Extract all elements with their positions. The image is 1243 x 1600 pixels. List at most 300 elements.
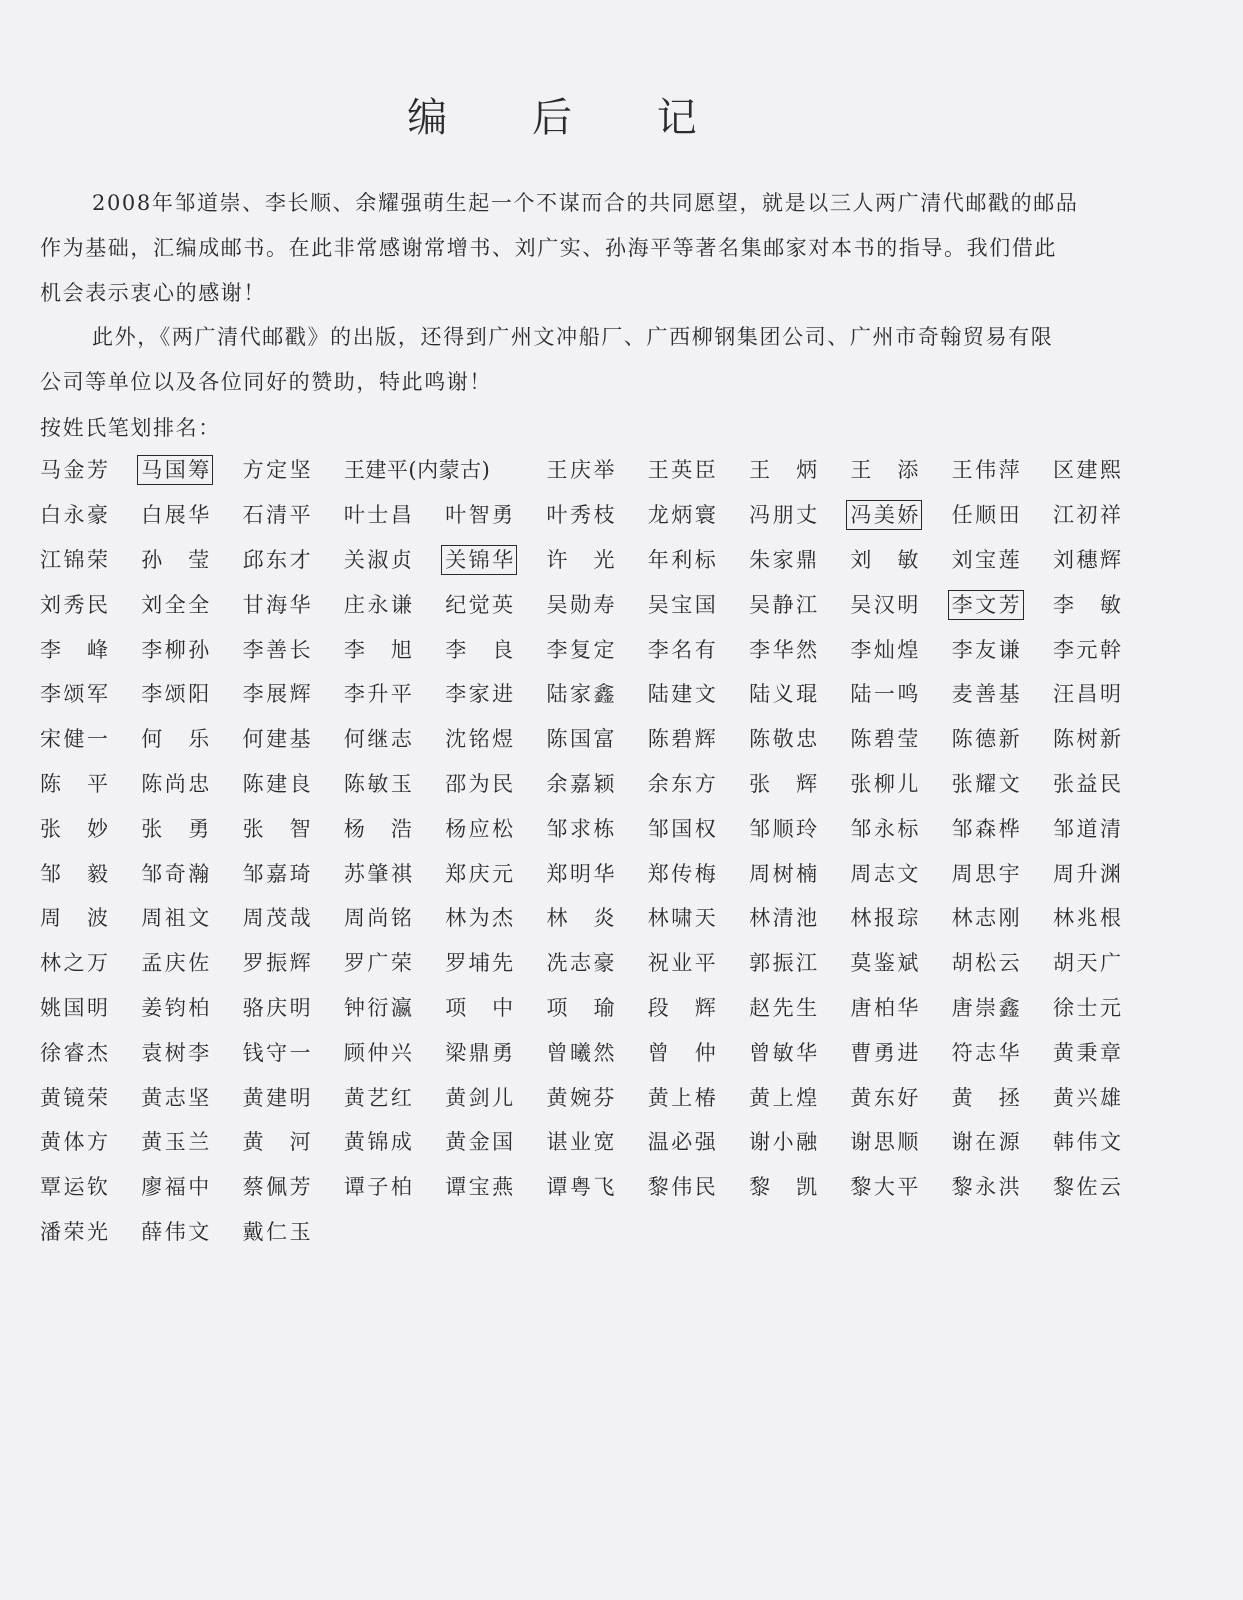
name-cell — [141, 582, 242, 627]
name: 苏肇祺 — [343, 861, 412, 886]
name-cell — [1053, 941, 1154, 986]
name: 曾曦然 — [546, 1040, 615, 1065]
names-row — [40, 448, 1154, 493]
name-cell — [40, 582, 141, 627]
names-row — [40, 1210, 1154, 1255]
name-cell — [749, 493, 850, 538]
name: 陈 平 — [40, 771, 108, 796]
name: 李 良 — [445, 637, 514, 662]
name: 陆义琨 — [749, 682, 818, 707]
name: 潘荣光 — [40, 1219, 108, 1244]
name: 王庆举 — [546, 458, 615, 483]
name-cell — [243, 493, 344, 538]
name: 黄建明 — [242, 1085, 311, 1110]
name-cell — [445, 986, 546, 1031]
name: 黎永洪 — [951, 1175, 1020, 1200]
name-cell — [344, 717, 445, 762]
name: 张 妙 — [40, 816, 108, 841]
name: 吴汉明 — [850, 592, 919, 617]
name-cell — [344, 1030, 445, 1075]
name-cell — [243, 672, 344, 717]
name: 郑传梅 — [647, 861, 716, 886]
name: 黄 拯 — [951, 1085, 1020, 1110]
name-cell — [344, 762, 445, 807]
name-cell — [344, 986, 445, 1031]
name: 谢在源 — [951, 1130, 1020, 1155]
name: 邹嘉琦 — [242, 861, 311, 886]
name: 邹森桦 — [951, 816, 1020, 841]
name-cell — [648, 627, 749, 672]
name-cell — [40, 493, 141, 538]
name-cell — [648, 582, 749, 627]
name: 黄兴雄 — [1052, 1085, 1121, 1110]
name: 陈碧辉 — [647, 727, 716, 752]
name-cell — [445, 806, 546, 851]
name: 李柳孙 — [141, 637, 210, 662]
name-cell — [850, 1120, 951, 1165]
name-cell — [749, 851, 850, 896]
name: 李展辉 — [242, 682, 311, 707]
name: 顾仲兴 — [343, 1040, 412, 1065]
name-cell — [141, 1030, 242, 1075]
name: 刘全全 — [141, 592, 210, 617]
name: 李灿煌 — [850, 637, 919, 662]
name-cell — [445, 762, 546, 807]
name-cell — [952, 1075, 1053, 1120]
name: 周升渊 — [1052, 861, 1121, 886]
name: 吴静江 — [749, 592, 818, 617]
name-cell — [749, 672, 850, 717]
name-cell — [546, 538, 647, 583]
name-cell — [850, 627, 951, 672]
name-cell — [243, 806, 344, 851]
name-cell — [546, 1120, 647, 1165]
names-row — [40, 896, 1154, 941]
name: 龙炳寰 — [647, 503, 716, 528]
name-cell — [952, 1030, 1053, 1075]
name-cell — [445, 851, 546, 896]
name-cell — [546, 1075, 647, 1120]
name: 赵先生 — [749, 995, 818, 1020]
name: 陈敬忠 — [749, 727, 818, 752]
name: 陆家鑫 — [546, 682, 615, 707]
name: 李家进 — [445, 682, 514, 707]
name: 曹勇进 — [850, 1040, 919, 1065]
name: 黄剑儿 — [445, 1085, 514, 1110]
name-cell — [850, 806, 951, 851]
name: 梁鼎勇 — [445, 1040, 514, 1065]
name-cell — [648, 1120, 749, 1165]
name: 余东方 — [647, 771, 716, 796]
name-cell — [141, 941, 242, 986]
name-cell — [546, 806, 647, 851]
name: 陈敏玉 — [343, 771, 412, 796]
name-cell — [40, 1030, 141, 1075]
name-cell — [850, 493, 951, 538]
name-cell — [850, 896, 951, 941]
names-row — [40, 538, 1154, 583]
name-cell — [648, 448, 749, 493]
name-cell — [850, 672, 951, 717]
name-cell — [40, 896, 141, 941]
name-cell — [952, 1165, 1053, 1210]
name: 莫鉴斌 — [850, 951, 919, 976]
name: 李元幹 — [1052, 637, 1121, 662]
name-cell — [141, 762, 242, 807]
name: 李颂军 — [40, 682, 108, 707]
name-cell — [40, 672, 141, 717]
name-cell — [648, 493, 749, 538]
name-cell — [344, 448, 547, 493]
name: 何继志 — [343, 727, 412, 752]
name-cell — [243, 627, 344, 672]
name: 廖福中 — [141, 1175, 210, 1200]
name-cell — [648, 538, 749, 583]
name: 关淑贞 — [343, 547, 412, 572]
name-cell — [952, 806, 1053, 851]
name: 汪昌明 — [1052, 682, 1121, 707]
name: 江锦荣 — [40, 547, 108, 572]
name-cell — [1053, 538, 1154, 583]
name: 戴仁玉 — [242, 1219, 311, 1244]
name: 余嘉颖 — [546, 771, 615, 796]
name: 邹道清 — [1052, 816, 1121, 841]
name-cell — [344, 851, 445, 896]
name: 孙 莹 — [141, 547, 210, 572]
name-cell — [952, 986, 1053, 1031]
name: 邹奇瀚 — [141, 861, 210, 886]
name: 张 智 — [242, 816, 311, 841]
name: 刘穗辉 — [1052, 547, 1121, 572]
name-cell — [648, 941, 749, 986]
name-cell — [952, 896, 1053, 941]
name-cell — [243, 717, 344, 762]
name-cell — [1053, 1120, 1154, 1165]
name-cell — [952, 762, 1053, 807]
name: 陈树新 — [1052, 727, 1121, 752]
name: 黄体方 — [40, 1130, 108, 1155]
name-cell — [40, 941, 141, 986]
names-row — [40, 1165, 1154, 1210]
name: 符志华 — [951, 1040, 1020, 1065]
name: 王建平(内蒙古) — [343, 458, 491, 483]
name-cell — [40, 1075, 141, 1120]
name: 张益民 — [1052, 771, 1121, 796]
name-cell — [243, 986, 344, 1031]
name-cell — [546, 1030, 647, 1075]
name-cell — [344, 582, 445, 627]
name: 孟庆佐 — [141, 951, 210, 976]
name-cell — [141, 1120, 242, 1165]
name-cell — [40, 627, 141, 672]
name: 温必强 — [647, 1130, 716, 1155]
name: 段 辉 — [647, 995, 716, 1020]
name: 黄 河 — [242, 1130, 311, 1155]
name-cell — [1053, 672, 1154, 717]
name-cell — [40, 762, 141, 807]
boxed-name: 冯美娇 — [850, 503, 919, 528]
name-cell — [546, 1165, 647, 1210]
name-cell — [141, 1210, 242, 1255]
name: 张耀文 — [951, 771, 1020, 796]
name: 朱家鼎 — [749, 547, 818, 572]
name: 刘宝莲 — [951, 547, 1020, 572]
name-cell — [445, 941, 546, 986]
name: 胡天广 — [1052, 951, 1121, 976]
name-cell — [40, 717, 141, 762]
paragraph-line: 公司等单位以及各位同好的赞助，特此鸣谢！ — [40, 370, 492, 394]
name: 年利标 — [647, 547, 716, 572]
name: 刘秀民 — [40, 592, 108, 617]
name-cell — [141, 717, 242, 762]
name-cell — [141, 538, 242, 583]
name-cell — [243, 1075, 344, 1120]
name-cell — [952, 493, 1053, 538]
name: 黄镜荣 — [40, 1085, 108, 1110]
name-cell — [546, 896, 647, 941]
names-row — [40, 806, 1154, 851]
name: 陈碧莹 — [850, 727, 919, 752]
name-cell — [648, 717, 749, 762]
name: 曾 仲 — [647, 1040, 716, 1065]
name-cell — [344, 1120, 445, 1165]
name-cell — [344, 896, 445, 941]
name: 冼志豪 — [546, 951, 615, 976]
name: 刘 敏 — [850, 547, 919, 572]
name: 黄玉兰 — [141, 1130, 210, 1155]
name: 罗振辉 — [242, 951, 311, 976]
name-cell — [952, 627, 1053, 672]
name-cell — [648, 896, 749, 941]
boxed-name: 马国筹 — [141, 458, 210, 483]
name-cell — [546, 762, 647, 807]
names-row — [40, 941, 1154, 986]
boxed-name: 李文芳 — [951, 592, 1020, 617]
name-cell — [952, 672, 1053, 717]
name: 李 峰 — [40, 637, 108, 662]
name-cell — [243, 582, 344, 627]
name: 邹国权 — [647, 816, 716, 841]
name: 王 炳 — [749, 458, 818, 483]
name-cell — [445, 1075, 546, 1120]
name: 陆建文 — [647, 682, 716, 707]
name: 王 添 — [850, 458, 919, 483]
name-cell — [445, 538, 546, 583]
name: 何 乐 — [141, 727, 210, 752]
name: 蔡佩芳 — [242, 1175, 311, 1200]
name: 郭振江 — [749, 951, 818, 976]
name-cell — [40, 806, 141, 851]
name-cell — [40, 851, 141, 896]
name: 曾敏华 — [749, 1040, 818, 1065]
name-cell — [749, 627, 850, 672]
name-cell — [850, 448, 951, 493]
name: 许 光 — [546, 547, 615, 572]
name: 黄金国 — [445, 1130, 514, 1155]
name: 林 炎 — [546, 906, 615, 931]
name-cell — [749, 762, 850, 807]
name-cell — [749, 896, 850, 941]
name: 祝业平 — [647, 951, 716, 976]
name: 石清平 — [242, 503, 311, 528]
name: 陈建良 — [242, 771, 311, 796]
name-cell — [344, 941, 445, 986]
name-cell — [546, 851, 647, 896]
name-cell — [1053, 627, 1154, 672]
name: 林志刚 — [951, 906, 1020, 931]
name: 王伟萍 — [951, 458, 1020, 483]
name-cell — [141, 806, 242, 851]
name-cell — [648, 806, 749, 851]
name: 周 波 — [40, 906, 108, 931]
name: 谭宝燕 — [445, 1175, 514, 1200]
name: 叶士昌 — [343, 503, 412, 528]
names-row — [40, 582, 1154, 627]
name-cell — [445, 627, 546, 672]
names-row — [40, 1075, 1154, 1120]
name: 周茂哉 — [242, 906, 311, 931]
name-cell — [749, 806, 850, 851]
name-cell — [546, 672, 647, 717]
name: 邹求栋 — [546, 816, 615, 841]
name: 薛伟文 — [141, 1219, 210, 1244]
name: 徐睿杰 — [40, 1040, 108, 1065]
name: 唐崇鑫 — [951, 995, 1020, 1020]
name-cell — [648, 986, 749, 1031]
name: 方定坚 — [242, 458, 311, 483]
name-cell — [141, 986, 242, 1031]
paragraph-line: 机会表示衷心的感谢！ — [40, 281, 266, 305]
name-cell — [344, 672, 445, 717]
name: 黎大平 — [850, 1175, 919, 1200]
name: 李复定 — [546, 637, 615, 662]
name: 吴宝国 — [647, 592, 716, 617]
name: 谢思顺 — [850, 1130, 919, 1155]
name-cell — [40, 1120, 141, 1165]
name-cell — [40, 538, 141, 583]
name: 吴勋寿 — [546, 592, 615, 617]
name-cell — [445, 493, 546, 538]
name-cell — [344, 493, 445, 538]
name: 黄上煌 — [749, 1085, 818, 1110]
name-cell — [648, 762, 749, 807]
name-cell — [243, 762, 344, 807]
name-cell — [243, 538, 344, 583]
name: 何建基 — [242, 727, 311, 752]
name-cell — [952, 717, 1053, 762]
paragraph-line: 2008年邹道崇、李长顺、余耀强萌生起一个不谋而合的共同愿望，就是以三人两广清代邮戳的邮品 — [92, 191, 1079, 215]
name: 李名有 — [647, 637, 716, 662]
name-cell — [243, 941, 344, 986]
name: 黄艺红 — [343, 1085, 412, 1110]
name-cell — [850, 717, 951, 762]
name-cell — [546, 941, 647, 986]
name-cell — [141, 672, 242, 717]
name-cell — [546, 493, 647, 538]
name: 郑明华 — [546, 861, 615, 886]
name: 邵为民 — [445, 771, 514, 796]
name: 陈德新 — [951, 727, 1020, 752]
name: 区建熙 — [1052, 458, 1121, 483]
paragraph-1 — [40, 181, 1125, 316]
name-cell — [952, 941, 1053, 986]
name: 周祖文 — [141, 906, 210, 931]
name: 项 中 — [445, 995, 514, 1020]
name-cell — [546, 986, 647, 1031]
name-cell — [648, 851, 749, 896]
name: 白展华 — [141, 503, 210, 528]
name-cell — [243, 1030, 344, 1075]
name-cell — [850, 1030, 951, 1075]
names-row — [40, 717, 1154, 762]
name-cell — [749, 1030, 850, 1075]
name-cell — [749, 717, 850, 762]
name-cell — [445, 1165, 546, 1210]
name: 郑庆元 — [445, 861, 514, 886]
name-cell — [952, 1120, 1053, 1165]
name-cell — [850, 538, 951, 583]
name-cell — [40, 986, 141, 1031]
names-row — [40, 1120, 1154, 1165]
name-cell — [850, 1165, 951, 1210]
name: 李华然 — [749, 637, 818, 662]
name-cell — [1053, 448, 1154, 493]
name: 李升平 — [343, 682, 412, 707]
name: 麦善基 — [951, 682, 1020, 707]
name: 黄婉芬 — [546, 1085, 615, 1110]
name: 钱守一 — [242, 1040, 311, 1065]
name: 周志文 — [850, 861, 919, 886]
name: 林啸天 — [647, 906, 716, 931]
name: 黄东好 — [850, 1085, 919, 1110]
name: 李 旭 — [343, 637, 412, 662]
name: 叶秀枝 — [546, 503, 615, 528]
name: 陈国富 — [546, 727, 615, 752]
name: 钟衍瀛 — [343, 995, 412, 1020]
name-cell — [952, 538, 1053, 583]
name-cell — [1053, 806, 1154, 851]
boxed-name: 关锦华 — [445, 547, 514, 572]
name-cell — [749, 582, 850, 627]
name-cell — [141, 1075, 242, 1120]
name-cell — [1053, 493, 1154, 538]
name: 李善长 — [242, 637, 311, 662]
name: 黄志坚 — [141, 1085, 210, 1110]
name: 庄永谦 — [343, 592, 412, 617]
name: 项 瑜 — [546, 995, 615, 1020]
name-cell — [445, 672, 546, 717]
name: 张 辉 — [749, 771, 818, 796]
name: 林报琮 — [850, 906, 919, 931]
name: 黄秉章 — [1052, 1040, 1121, 1065]
name: 张柳儿 — [850, 771, 919, 796]
name-cell — [546, 448, 647, 493]
name-cell — [445, 717, 546, 762]
name: 罗埔先 — [445, 951, 514, 976]
name: 林清池 — [749, 906, 818, 931]
name: 姜钧柏 — [141, 995, 210, 1020]
name: 黎伟民 — [647, 1175, 716, 1200]
name-cell — [344, 627, 445, 672]
name: 黄锦成 — [343, 1130, 412, 1155]
name: 李友谦 — [951, 637, 1020, 662]
name: 韩伟文 — [1052, 1130, 1121, 1155]
name-cell — [243, 1120, 344, 1165]
name-cell — [243, 1210, 344, 1255]
name-cell — [344, 1075, 445, 1120]
name-cell — [344, 1165, 445, 1210]
names-row — [40, 851, 1154, 896]
